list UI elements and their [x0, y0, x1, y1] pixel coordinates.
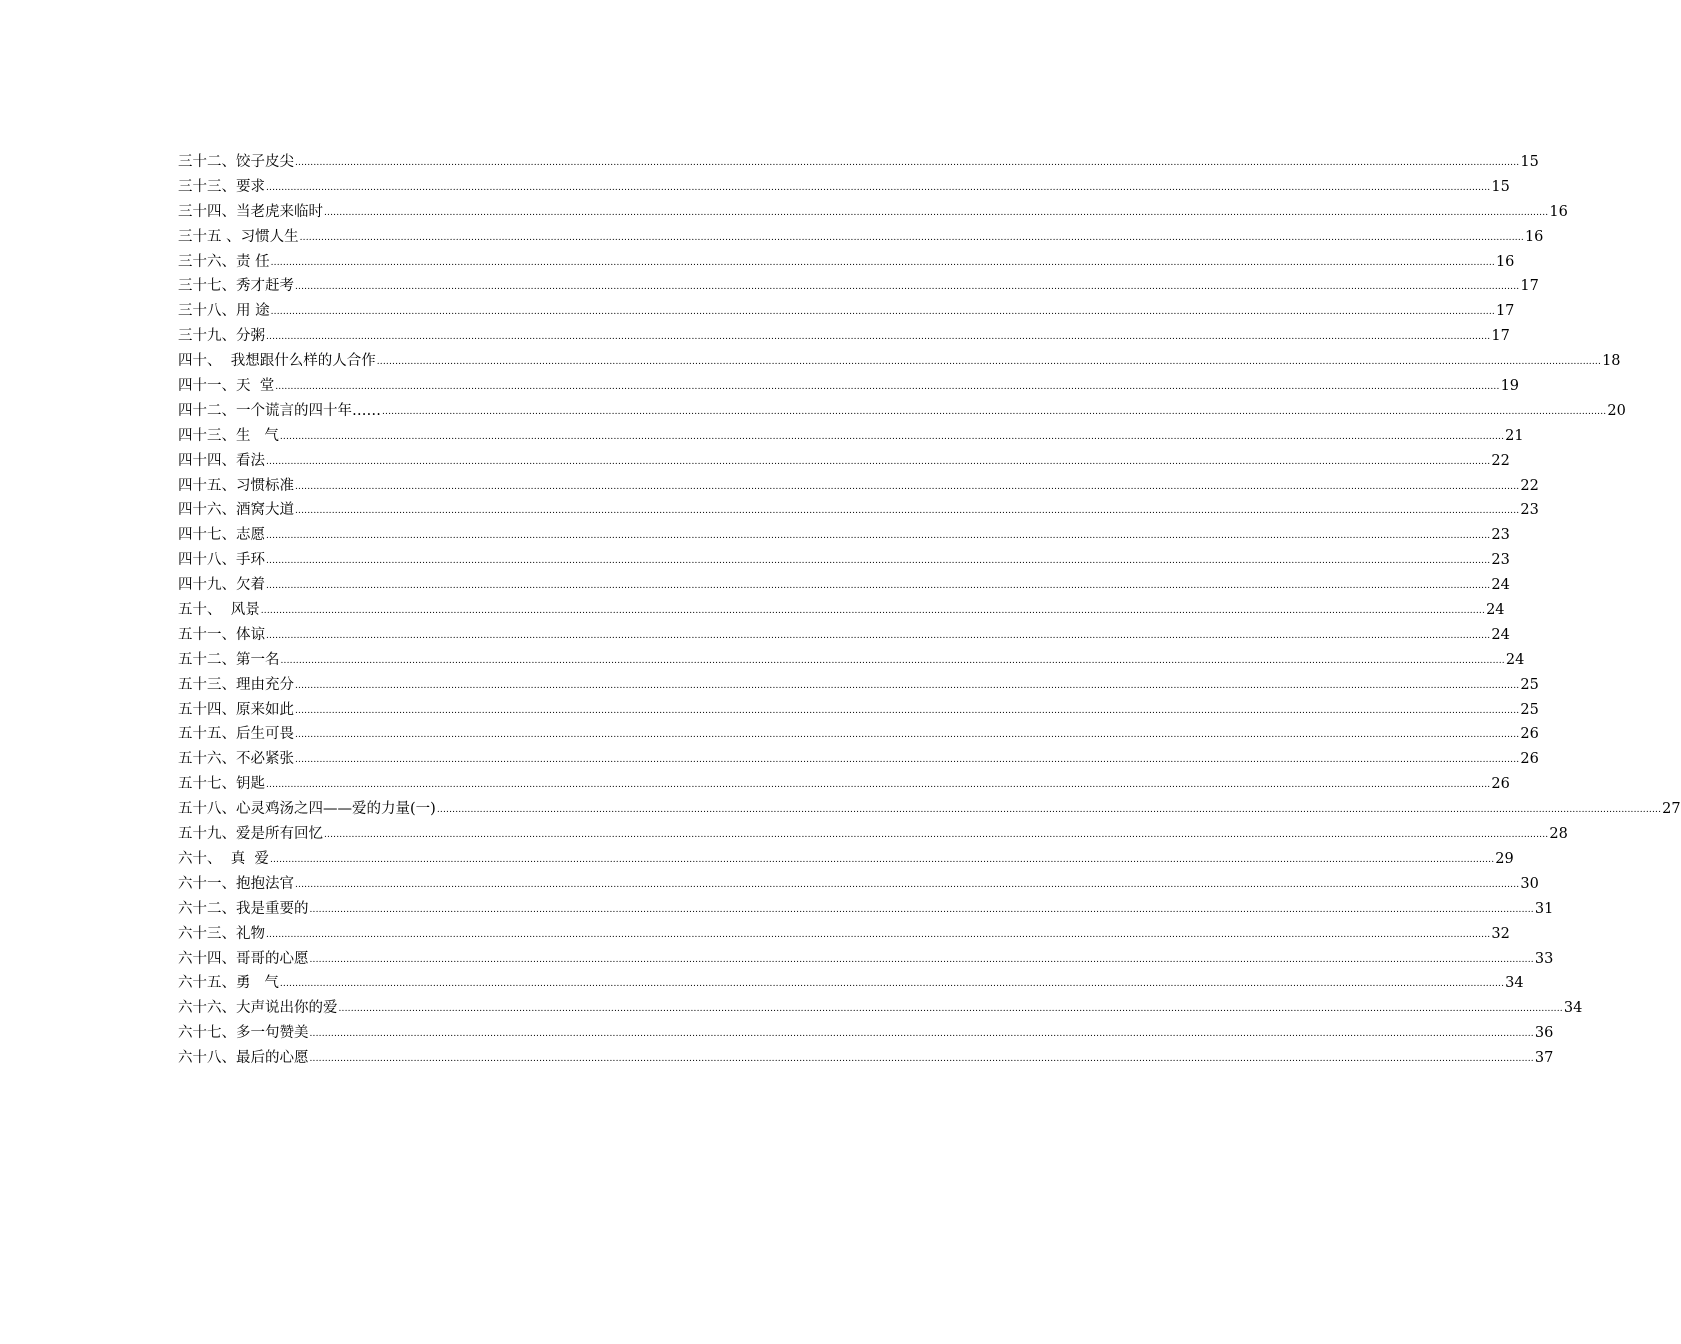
toc-entry-page-number: 16: [1524, 228, 1544, 245]
toc-dot-leader: ................................................................................................................................................................................................................................................................................................................................................................................................................: [266, 630, 1491, 641]
toc-entry-title: 五十六、不必紧张: [178, 751, 294, 768]
toc-entry[interactable]: [178, 449, 1510, 474]
toc-dot-leader: ................................................................................................................................................................................................................................................................................................................................................................................................................: [309, 1029, 1534, 1040]
toc-entry-title: 六十八、最后的心愿: [178, 1050, 309, 1067]
toc-entry[interactable]: [178, 648, 1525, 673]
toc-dot-leader: ................................................................................................................................................................................................................................................................................................................................................................................................................: [266, 556, 1491, 567]
toc-dot-leader: ................................................................................................................................................................................................................................................................................................................................................................................................................: [436, 805, 1662, 816]
toc-entry[interactable]: [178, 722, 1539, 747]
toc-entry-title: 六十三、礼物: [178, 925, 265, 942]
toc-dot-leader: ................................................................................................................................................................................................................................................................................................................................................................................................................: [295, 282, 1520, 293]
toc-entry-page-number: 27: [1662, 801, 1681, 818]
toc-dot-leader: ................................................................................................................................................................................................................................................................................................................................................................................................................: [309, 1054, 1534, 1065]
toc-entry-page-number: 22: [1491, 452, 1510, 469]
toc-entry-title: 三十二、饺子皮尖: [178, 154, 294, 170]
toc-entry[interactable]: [178, 698, 1539, 723]
toc-entry-title: 三十六、责 任: [178, 253, 270, 270]
toc-entry[interactable]: [178, 175, 1510, 200]
toc-entry-title: 四十八、手环: [178, 552, 265, 569]
toc-entry-page-number: 23: [1491, 552, 1510, 569]
toc-entry[interactable]: [178, 324, 1510, 349]
toc-entry[interactable]: [178, 474, 1539, 499]
toc-entry-page-number: 17: [1520, 278, 1539, 295]
toc-entry-page-number: 28: [1549, 826, 1568, 843]
toc-dot-leader: ................................................................................................................................................................................................................................................................................................................................................................................................................: [260, 606, 1486, 617]
toc-entry-page-number: 32: [1491, 925, 1510, 942]
toc-dot-leader: ................................................................................................................................................................................................................................................................................................................................................................................................................: [309, 954, 1534, 965]
toc-entry-page-number: 24: [1486, 602, 1505, 619]
toc-dot-leader: ................................................................................................................................................................................................................................................................................................................................................................................................................: [295, 705, 1520, 716]
toc-entry-page-number: 34: [1505, 975, 1524, 992]
toc-entry-title: 六十七、多一句赞美: [178, 1025, 309, 1042]
toc-entry[interactable]: [178, 922, 1510, 947]
toc-entry[interactable]: [178, 822, 1568, 847]
toc-entry[interactable]: [178, 872, 1539, 897]
toc-entry-title: 五十九、爱是所有回忆: [178, 826, 323, 843]
toc-dot-leader: ................................................................................................................................................................................................................................................................................................................................................................................................................: [266, 780, 1491, 791]
toc-entry[interactable]: [178, 996, 1583, 1021]
toc-entry-page-number: 37: [1534, 1050, 1554, 1067]
toc-entry[interactable]: [178, 274, 1539, 299]
toc-entry-page-number: 26: [1520, 726, 1539, 743]
toc-entry[interactable]: [178, 673, 1539, 698]
toc-entry-title: 五十三、理由充分: [178, 676, 294, 693]
toc-entry-page-number: 16: [1549, 203, 1568, 220]
table-of-contents: [178, 150, 1681, 1071]
toc-entry[interactable]: [178, 623, 1510, 648]
toc-entry-page-number: 17: [1491, 328, 1510, 345]
toc-entry[interactable]: [178, 200, 1568, 225]
toc-entry-title: 三十四、当老虎来临时: [178, 203, 323, 220]
toc-entry[interactable]: [178, 349, 1621, 374]
toc-entry-title: 四十一、天 堂: [178, 378, 275, 395]
toc-entry-title: 五十七、钥匙: [178, 776, 265, 793]
toc-entry-page-number: 15: [1520, 154, 1539, 170]
toc-entry-page-number: 15: [1491, 178, 1510, 195]
toc-entry-title: 四十七、志愿: [178, 527, 265, 544]
toc-dot-leader: ................................................................................................................................................................................................................................................................................................................................................................................................................: [295, 680, 1520, 691]
toc-entry[interactable]: [178, 847, 1514, 872]
toc-entry-page-number: 24: [1505, 651, 1525, 668]
toc-entry-title: 四十三、生 气: [178, 427, 279, 444]
toc-entry[interactable]: [178, 971, 1524, 996]
toc-entry-page-number: 31: [1534, 900, 1554, 917]
toc-entry-page-number: 34: [1563, 1000, 1583, 1017]
toc-dot-leader: ................................................................................................................................................................................................................................................................................................................................................................................................................: [270, 257, 1495, 268]
toc-entry-title: 六十二、我是重要的: [178, 900, 309, 917]
toc-entry[interactable]: [178, 399, 1626, 424]
toc-dot-leader: ................................................................................................................................................................................................................................................................................................................................................................................................................: [279, 979, 1505, 990]
toc-entry[interactable]: [178, 573, 1510, 598]
toc-dot-leader: ................................................................................................................................................................................................................................................................................................................................................................................................................: [309, 904, 1534, 915]
toc-entry-page-number: 16: [1495, 253, 1515, 270]
toc-entry[interactable]: [178, 150, 1539, 175]
toc-entry-page-number: 17: [1495, 303, 1515, 320]
toc-entry-title: 五十四、原来如此: [178, 701, 294, 718]
toc-entry-title: 四十四、看法: [178, 452, 265, 469]
toc-entry-page-number: 22: [1520, 477, 1539, 494]
toc-entry-page-number: 26: [1491, 776, 1510, 793]
toc-entry-title: 六十、 真 爱: [178, 850, 269, 867]
toc-dot-leader: ................................................................................................................................................................................................................................................................................................................................................................................................................: [324, 830, 1549, 841]
toc-dot-leader: ................................................................................................................................................................................................................................................................................................................................................................................................................: [376, 357, 1602, 368]
toc-entry[interactable]: [178, 772, 1510, 797]
toc-entry-title: 四十六、酒窝大道: [178, 502, 294, 519]
toc-entry-page-number: 33: [1534, 950, 1554, 967]
toc-entry[interactable]: [178, 498, 1539, 523]
toc-entry-title: 六十一、抱抱法官: [178, 875, 294, 892]
toc-entry[interactable]: [178, 548, 1510, 573]
toc-entry-title: 五十、 风景: [178, 602, 260, 619]
toc-entry-page-number: 23: [1491, 527, 1510, 544]
toc-dot-leader: ................................................................................................................................................................................................................................................................................................................................................................................................................: [266, 456, 1491, 467]
toc-entry-page-number: 36: [1534, 1025, 1554, 1042]
toc-dot-leader: ................................................................................................................................................................................................................................................................................................................................................................................................................: [280, 655, 1505, 666]
toc-dot-leader: ................................................................................................................................................................................................................................................................................................................................................................................................................: [266, 332, 1491, 343]
toc-entry-title: 六十五、勇 气: [178, 975, 279, 992]
toc-entry[interactable]: [178, 598, 1505, 623]
toc-entry-title: 四十、 我想跟什么样的人合作: [178, 353, 376, 370]
toc-dot-leader: ................................................................................................................................................................................................................................................................................................................................................................................................................: [338, 1004, 1563, 1015]
toc-entry[interactable]: [178, 374, 1520, 399]
toc-entry-title: 四十五、习惯标准: [178, 477, 294, 494]
toc-entry-title: 五十一、体谅: [178, 626, 265, 643]
toc-entry[interactable]: [178, 1046, 1554, 1071]
toc-dot-leader: ................................................................................................................................................................................................................................................................................................................................................................................................................: [295, 730, 1520, 741]
toc-dot-leader: ................................................................................................................................................................................................................................................................................................................................................................................................................: [266, 581, 1491, 592]
toc-entry[interactable]: [178, 225, 1544, 250]
toc-entry-page-number: 19: [1500, 378, 1520, 395]
toc-entry-page-number: 24: [1491, 626, 1510, 643]
toc-entry-page-number: 20: [1607, 402, 1626, 419]
toc-entry-title: 四十九、欠着: [178, 577, 265, 594]
toc-entry[interactable]: [178, 299, 1515, 324]
toc-entry-title: 五十八、心灵鸡汤之四——爱的力量(一): [178, 801, 436, 818]
toc-entry[interactable]: [178, 747, 1539, 772]
toc-entry-page-number: 23: [1520, 502, 1539, 519]
toc-dot-leader: ................................................................................................................................................................................................................................................................................................................................................................................................................: [269, 854, 1495, 865]
toc-dot-leader: ................................................................................................................................................................................................................................................................................................................................................................................................................: [275, 382, 1500, 393]
toc-entry-title: 三十三、要求: [178, 178, 265, 195]
toc-entry-title: 五十二、第一名: [178, 651, 280, 668]
toc-entry-page-number: 26: [1520, 751, 1539, 768]
toc-dot-leader: ................................................................................................................................................................................................................................................................................................................................................................................................................: [299, 232, 1524, 243]
toc-entry[interactable]: [178, 897, 1554, 922]
toc-entry-page-number: 24: [1491, 577, 1510, 594]
toc-dot-leader: ................................................................................................................................................................................................................................................................................................................................................................................................................: [324, 207, 1549, 218]
toc-dot-leader: ................................................................................................................................................................................................................................................................................................................................................................................................................: [295, 879, 1520, 890]
toc-entry-title: 三十五 、习惯人生: [178, 228, 299, 245]
toc-entry[interactable]: [178, 250, 1515, 275]
toc-entry-page-number: 18: [1602, 353, 1621, 370]
toc-dot-leader: ................................................................................................................................................................................................................................................................................................................................................................................................................: [295, 755, 1520, 766]
toc-dot-leader: ................................................................................................................................................................................................................................................................................................................................................................................................................: [295, 506, 1520, 517]
toc-dot-leader: ................................................................................................................................................................................................................................................................................................................................................................................................................: [270, 307, 1495, 318]
toc-entry-title: 三十八、用 途: [178, 303, 270, 320]
toc-entry[interactable]: [178, 523, 1510, 548]
toc-entry-title: 四十二、一个谎言的四十年……: [178, 402, 381, 419]
toc-dot-leader: ................................................................................................................................................................................................................................................................................................................................................................................................................: [382, 406, 1607, 417]
toc-dot-leader: ................................................................................................................................................................................................................................................................................................................................................................................................................: [295, 481, 1520, 492]
toc-entry-title: 六十六、大声说出你的爱: [178, 1000, 338, 1017]
toc-entry[interactable]: [178, 797, 1681, 822]
toc-dot-leader: ................................................................................................................................................................................................................................................................................................................................................................................................................: [266, 182, 1491, 193]
toc-entry-page-number: 25: [1520, 701, 1539, 718]
toc-dot-leader: ................................................................................................................................................................................................................................................................................................................................................................................................................: [266, 929, 1491, 940]
toc-entry[interactable]: [178, 1021, 1554, 1046]
toc-dot-leader: ................................................................................................................................................................................................................................................................................................................................................................................................................: [266, 531, 1491, 542]
toc-entry-title: 五十五、后生可畏: [178, 726, 294, 743]
toc-dot-leader: ................................................................................................................................................................................................................................................................................................................................................................................................................: [279, 431, 1505, 442]
toc-entry-title: 六十四、哥哥的心愿: [178, 950, 309, 967]
toc-entry-page-number: 21: [1505, 427, 1524, 444]
toc-entry-title: 三十九、分粥: [178, 328, 265, 345]
toc-entry-page-number: 29: [1495, 850, 1514, 867]
toc-entry-page-number: 25: [1520, 676, 1539, 693]
toc-entry-page-number: 30: [1520, 875, 1539, 892]
toc-entry[interactable]: [178, 947, 1554, 972]
toc-entry-title: 三十七、秀才赶考: [178, 278, 294, 295]
toc-entry[interactable]: [178, 424, 1524, 449]
toc-dot-leader: ................................................................................................................................................................................................................................................................................................................................................................................................................: [295, 158, 1520, 168]
